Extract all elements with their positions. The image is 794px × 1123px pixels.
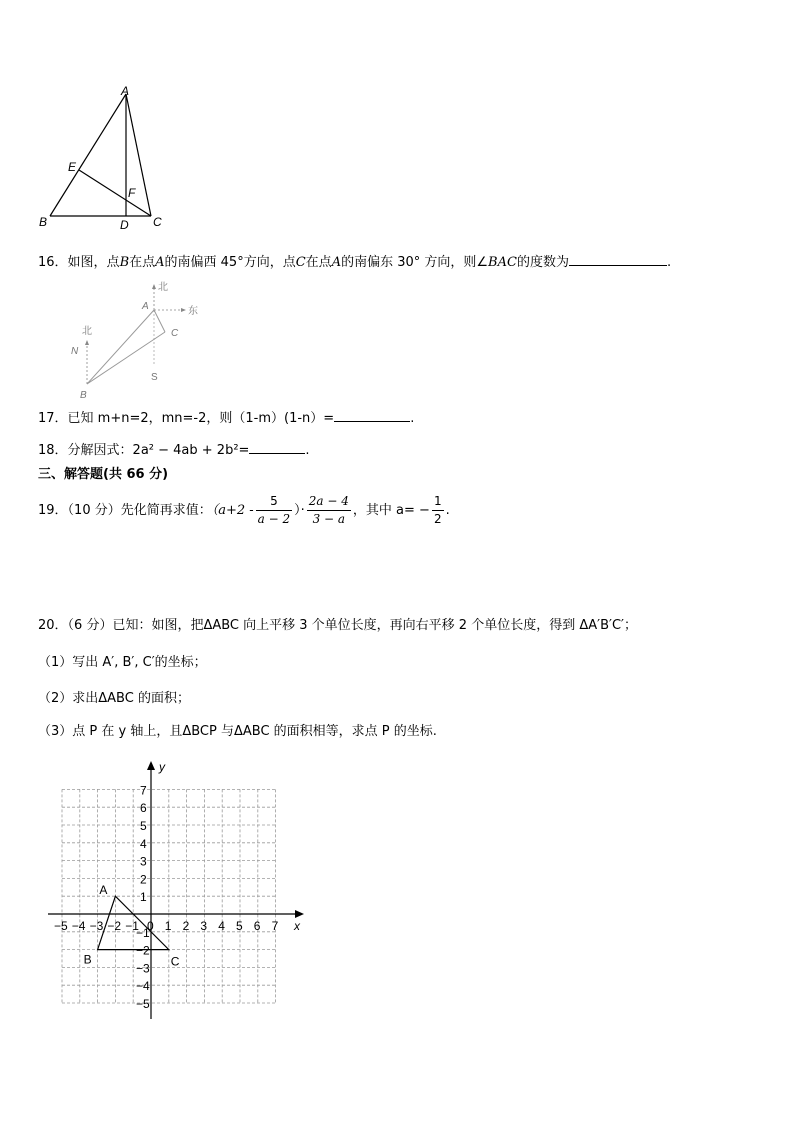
section-header-3: 三、解答题(共 66 分) [38, 467, 169, 482]
y-axis-label: y [159, 760, 165, 774]
x-tick-label: −2 [107, 919, 122, 933]
x-tick-label: 5 [236, 919, 243, 933]
answer-blank-17[interactable] [334, 409, 410, 422]
label-B-16: B [80, 390, 87, 401]
fraction-1: $\frac{5}{a - 2}$ [257, 494, 291, 526]
y-tick-label: 7 [140, 783, 147, 798]
label-N: N [71, 346, 79, 357]
label-A: A [121, 84, 130, 98]
y-tick-label: −3 [136, 961, 150, 976]
label-east: 东 [188, 306, 198, 317]
label-B: B [39, 215, 48, 229]
y-tick-label: −1 [136, 925, 150, 940]
question-18: 18．分解因式：2a² − 4ab + 2b²= . [38, 443, 310, 458]
question-20-part-2: （2）求出ΔABC 的面积； [38, 691, 190, 706]
question-20-part-1: （1）写出 A′, B′, C′的坐标； [38, 655, 207, 670]
question-20-part-3: （3）点 P 在 y 轴上，且ΔBCP 与ΔABC 的面积相等，求点 P 的坐标. [38, 724, 437, 739]
label-north-B: 北 [82, 326, 92, 337]
point-C-label: C [170, 954, 180, 969]
y-tick-label: 6 [140, 801, 147, 816]
y-tick-label: 5 [140, 819, 147, 833]
coordinate-grid [40, 755, 320, 1025]
label-C: C [153, 215, 162, 229]
y-tick-label: 1 [140, 890, 147, 905]
x-tick-label: 7 [271, 919, 279, 933]
tick-labels [54, 783, 279, 1011]
label-S: S [151, 372, 158, 383]
x-tick-label: −4 [71, 919, 86, 933]
x-tick-label: 6 [253, 919, 261, 933]
fraction-3: $\frac{1}{2}$ [433, 494, 442, 526]
y-axis-arrow [147, 761, 155, 770]
question-16: 16．如图，点B在点A的南偏西 45°方向，点C在点A的南偏东 30° 方向，则∠BAC的度数为 . [38, 255, 672, 270]
label-A-16: A [142, 301, 149, 312]
label-north-A: 北 [158, 282, 168, 293]
point-B-label: B [83, 952, 92, 967]
y-tick-label: 4 [140, 836, 147, 851]
label-C-16: C [171, 328, 179, 339]
question-17: 17．已知 m+n=2，mn=-2，则（1-m）(1-n）= . [38, 411, 415, 426]
answer-blank-16[interactable] [569, 253, 667, 266]
x-tick-label: 3 [200, 919, 208, 933]
grid-lines [62, 789, 276, 1003]
x-tick-label: 0 [147, 919, 154, 933]
x-axis-label: x [294, 919, 300, 933]
x-tick-label: −1 [125, 919, 139, 933]
x-tick-label: −5 [54, 919, 68, 933]
y-tick-label: 3 [140, 854, 147, 869]
answer-blank-18[interactable] [249, 441, 305, 454]
point-A-label: A [99, 883, 108, 898]
label-E: E [68, 160, 77, 174]
axes [48, 760, 304, 1019]
x-tick-label: 4 [218, 919, 225, 933]
question-19: 19．（10 分）先化简再求值：（a+2 - $\frac{5}{a - 2}$ ）· $\frac{2a - 4}{3 - a}$ ，其中 a= − $\frac{1}{2}$ . [38, 494, 450, 526]
label-D: D [120, 218, 129, 232]
figure-direction-16 [62, 276, 212, 402]
question-20: 20．（6 分）已知：如图，把ΔABC 向上平移 3 个单位长度，再向右平移 2 个单位长度，得到 ΔA′B′C′； [38, 618, 637, 633]
y-tick-label: 2 [140, 872, 147, 887]
x-axis-arrow [295, 910, 304, 918]
x-tick-label: 2 [182, 919, 190, 933]
fraction-2: $\frac{2a - 4}{3 - a}$ [308, 494, 349, 526]
label-F: F [128, 186, 136, 200]
x-tick-label: −3 [89, 919, 104, 933]
x-tick-label: 1 [164, 919, 172, 933]
figure-triangle-15 [30, 82, 180, 232]
y-tick-label: −5 [136, 997, 150, 1011]
y-tick-label: −4 [136, 979, 150, 994]
y-tick-label: −2 [136, 943, 150, 958]
